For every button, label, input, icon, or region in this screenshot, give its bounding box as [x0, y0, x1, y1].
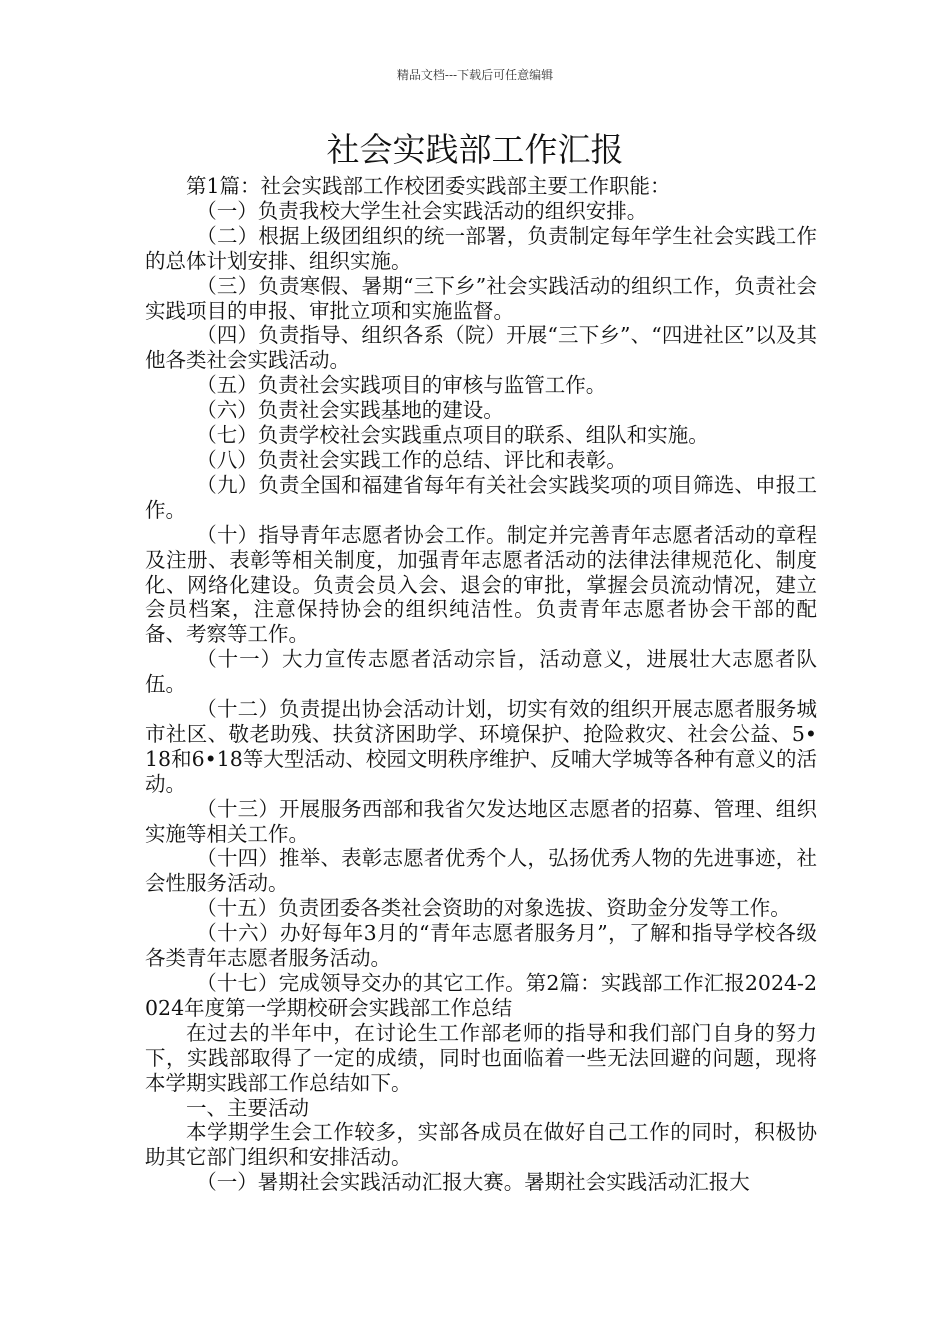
paragraph-intro: 第1篇：社会实践部工作校团委实践部主要工作职能： — [186, 174, 671, 198]
document-body — [145, 174, 817, 1195]
paragraph-item-17: （十七）完成领导交办的其它工作。第2篇：实践部工作汇报2024-2024年度第一学期校研会实践部工作总结 — [145, 971, 817, 1020]
page-header: 精品文档---下载后可任意编辑 — [396, 68, 554, 82]
document-title: 社会实践部工作汇报 — [326, 130, 624, 169]
paragraph-item-8: （八）负责社会实践工作的总结、评比和表彰。 — [196, 447, 627, 472]
paragraph-item-7: （七）负责学校社会实践重点项目的联系、组队和实施。 — [196, 423, 709, 448]
section-heading-main-activities: 一、主要活动 — [186, 1095, 309, 1120]
paragraph-item-1: （一）负责我校大学生社会实践活动的组织安排。 — [196, 198, 648, 223]
paragraph-item-10: （十）指导青年志愿者协会工作。制定并完善青年志愿者活动的章程及注册、表彰等相关制度，加强青年志愿者活动的法律法律规范化、制度化、网络化建设。负责会员入会、退会的审批，掌握会员流动情况，建立会员档案，注意保持协会的组织纯洁性。负责青年志愿者协会干部的配备、考察等工作。 — [145, 522, 817, 647]
paragraph-item-13: （十三）开展服务西部和我省欠发达地区志愿者的招募、管理、组织实施等相关工作。 — [145, 796, 817, 846]
paragraph-item-3: （三）负责寒假、暑期“三下乡”社会实践活动的组织工作，负责社会实践项目的申报、审批立项和实施监督。 — [145, 273, 817, 323]
paragraph-item-11: （十一）大力宣传志愿者活动宗旨，活动意义，进展壮大志愿者队伍。 — [145, 647, 817, 697]
paragraph-item-5: （五）负责社会实践项目的审核与监管工作。 — [196, 373, 607, 398]
paragraph-item-9: （九）负责全国和福建省每年有关社会实践奖项的项目筛选、申报工作。 — [145, 472, 817, 522]
paragraph-item-4: （四）负责指导、组织各系（院）开展“三下乡”、“四进社区”以及其他各类社会实践活动。 — [145, 323, 817, 373]
paragraph-item-16: （十六）办好每年3月的“青年志愿者服务月”，了解和指导学校各级各类青年志愿者服务活动。 — [145, 921, 817, 971]
paragraph-activities-intro: 本学期学生会工作较多，实部各成员在做好自己工作的同时，积极协助其它部门组织和安排活动。 — [145, 1120, 817, 1170]
paragraph-item-14: （十四）推举、表彰志愿者优秀个人，弘扬优秀人物的先进事迹，社会性服务活动。 — [145, 846, 817, 896]
paragraph-summary-intro: 在过去的半年中，在讨论生工作部老师的指导和我们部门自身的努力下，实践部取得了一定的成绩，同时也面临着一些无法回避的问题，现将本学期实践部工作总结如下。 — [145, 1020, 817, 1095]
paragraph-item-15: （十五）负责团委各类社会资助的对象选拔、资助金分发等工作。 — [196, 896, 791, 921]
paragraph-item-12: （十二）负责提出协会活动计划，切实有效的组织开展志愿者服务城市社区、敬老助残、扶贫济困助学、环境保护、抢险救灾、社会公益、5•18和6•18等大型活动、校园文明秩序维护、反哺大学城等各种有意义的活动。 — [145, 697, 817, 796]
paragraph-item-2: （二）根据上级团组织的统一部署，负责制定每年学生社会实践工作的总体计划安排、组织实施。 — [145, 223, 817, 273]
paragraph-item-6: （六）负责社会实践基地的建设。 — [196, 398, 504, 423]
paragraph-activity-1: （一）暑期社会实践活动汇报大赛。暑期社会实践活动汇报大 — [196, 1170, 750, 1195]
